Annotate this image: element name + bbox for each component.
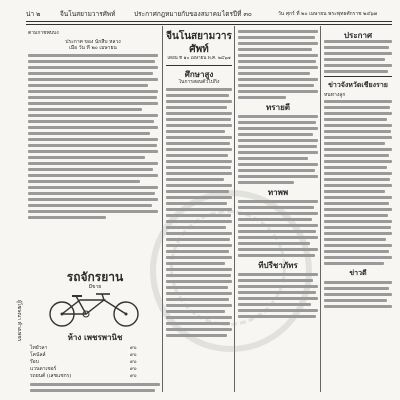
text-line xyxy=(324,202,389,205)
paper-volume: ไตรปีที่ ๓๐ xyxy=(222,10,252,18)
text-line xyxy=(166,274,231,277)
text-line xyxy=(238,212,318,215)
text-line xyxy=(238,36,315,39)
text-line xyxy=(166,106,227,109)
section-heading: ข่าวจังหวัดเชียงราย xyxy=(328,80,388,89)
text-line xyxy=(166,232,232,235)
notice-line-1: ประกาศ ของ นักสืบ หลวง xyxy=(65,39,121,45)
text-line xyxy=(324,214,388,217)
text-line xyxy=(324,287,389,290)
text-line xyxy=(324,130,391,133)
text-line xyxy=(324,281,392,284)
text-line xyxy=(166,298,229,301)
text-line xyxy=(238,157,308,160)
text-line xyxy=(238,169,315,172)
text-line xyxy=(166,142,230,145)
text-line xyxy=(238,200,318,203)
text-line xyxy=(238,230,316,233)
text-line xyxy=(238,242,310,245)
section-subtitle: ในการสอบตัวไปกิ้ง xyxy=(178,79,220,85)
ad-item: แวนดาเชอร์ ๙๐ xyxy=(30,366,137,372)
text-line xyxy=(324,106,390,109)
text-line xyxy=(28,162,158,165)
text-line xyxy=(238,248,318,251)
text-line xyxy=(324,208,392,211)
ad-title: รถจักรยาน xyxy=(66,270,124,284)
text-line xyxy=(166,172,232,175)
page-number: น่า ๒ xyxy=(26,10,41,18)
text-line xyxy=(166,154,228,157)
text-line xyxy=(324,190,385,193)
right-column xyxy=(324,30,392,392)
text-line xyxy=(166,148,232,151)
text-line xyxy=(28,108,142,111)
text-line xyxy=(324,64,392,67)
paper-name: จีนโนสยามวารศัพท์ xyxy=(60,10,116,18)
text-line xyxy=(238,145,317,148)
text-line xyxy=(28,180,140,183)
center-right-column xyxy=(238,30,318,392)
text-line xyxy=(238,121,316,124)
text-line xyxy=(324,226,391,229)
text-line xyxy=(238,96,286,99)
masthead-date: เดือน ที่ ๑๐ เมษายน พ.ศ. ๒๔๖๗ xyxy=(167,56,231,61)
center-heading-3: ทีปรีชาภัทร xyxy=(258,260,298,270)
text-line xyxy=(166,250,229,253)
text-line xyxy=(238,60,316,63)
text-line xyxy=(238,303,311,306)
text-line xyxy=(238,291,316,294)
text-line xyxy=(28,210,158,213)
text-line xyxy=(324,40,392,43)
text-line xyxy=(324,58,385,61)
notice-title: ประกาศ xyxy=(343,30,373,40)
foot-heading: ข่าวตี xyxy=(349,268,367,277)
text-line xyxy=(324,293,392,296)
text-line xyxy=(28,72,153,75)
text-line xyxy=(238,297,318,300)
text-line xyxy=(324,262,384,265)
text-line xyxy=(238,279,313,282)
text-line xyxy=(238,285,318,288)
text-line xyxy=(166,334,227,337)
text-line xyxy=(166,268,232,271)
text-line xyxy=(324,196,392,199)
text-line xyxy=(166,226,226,229)
text-line xyxy=(324,70,388,73)
text-line xyxy=(324,154,389,157)
text-line xyxy=(324,178,390,181)
text-line xyxy=(324,299,387,302)
column-divider-1 xyxy=(162,26,163,392)
text-line xyxy=(28,102,158,105)
text-line xyxy=(28,60,155,63)
text-line xyxy=(28,192,155,195)
issue-date: วัน ศุกร์ ที่ ๒๐ เมษายน พระพุทธศักราช ๒๔๖๗ xyxy=(278,11,378,17)
text-line xyxy=(28,216,106,219)
text-line xyxy=(238,181,294,184)
text-line xyxy=(238,139,318,142)
text-line xyxy=(238,42,318,45)
text-line xyxy=(166,112,232,115)
text-line xyxy=(166,208,232,211)
text-line xyxy=(166,124,232,127)
text-line xyxy=(324,256,392,259)
text-line xyxy=(166,160,232,163)
text-line xyxy=(324,232,392,235)
left-top-label: ตามกาชพบบง xyxy=(28,30,59,36)
text-line xyxy=(166,292,232,295)
side-note: ผู้โฆษณา ห้างเพชร xyxy=(16,300,22,342)
text-line xyxy=(166,262,225,265)
text-line xyxy=(238,315,316,318)
text-line xyxy=(324,238,386,241)
text-line xyxy=(324,124,392,127)
text-line xyxy=(238,54,318,57)
text-line xyxy=(324,172,392,175)
text-line xyxy=(324,142,385,145)
text-line xyxy=(238,224,318,227)
masthead-rule xyxy=(166,65,232,66)
text-line xyxy=(166,88,232,91)
text-line xyxy=(238,84,314,87)
text-line xyxy=(324,100,392,103)
text-line xyxy=(166,238,230,241)
text-line xyxy=(166,178,224,181)
text-line xyxy=(166,304,232,307)
text-line xyxy=(238,66,318,69)
text-line xyxy=(166,220,232,223)
text-line xyxy=(28,114,158,117)
text-line xyxy=(166,328,232,331)
text-line xyxy=(238,254,315,257)
text-line xyxy=(324,148,392,151)
text-line xyxy=(166,256,232,259)
text-line xyxy=(238,175,318,178)
text-line xyxy=(28,78,158,81)
bicycle-illustration xyxy=(30,290,160,328)
text-line xyxy=(166,118,231,121)
text-line xyxy=(28,54,158,57)
ad-item: ไทยัวลา ๙๐ xyxy=(30,345,137,351)
text-line xyxy=(28,138,158,141)
text-line xyxy=(166,316,232,319)
ad-item: รถยนต์ (เสชแชกร) ๙๐ xyxy=(30,373,137,379)
text-line xyxy=(28,198,158,201)
text-line xyxy=(238,30,318,33)
text-line xyxy=(324,184,392,187)
text-line xyxy=(238,78,318,81)
notice-line-2: เมื่อ วัน ที่ ๒๐ เมษายน xyxy=(69,45,117,51)
text-line xyxy=(166,202,227,205)
sub-heading: หนทางลูก xyxy=(324,92,346,98)
text-line xyxy=(28,156,145,159)
section-title: ศึกษาสูง xyxy=(184,69,214,79)
ad-shop-name: ห้าง เพชรพานิช xyxy=(67,332,123,342)
text-line xyxy=(238,163,318,166)
text-line xyxy=(324,244,392,247)
text-line xyxy=(166,214,231,217)
text-line xyxy=(166,100,232,103)
left-column xyxy=(28,30,158,266)
text-line xyxy=(30,389,155,392)
text-line xyxy=(324,118,387,121)
bicycle-advertisement xyxy=(30,270,160,394)
ad-item: โคนัลล์ ๙๐ xyxy=(30,352,137,358)
text-line xyxy=(324,46,389,49)
text-line xyxy=(238,236,318,239)
text-line xyxy=(166,286,228,289)
text-line xyxy=(238,151,318,154)
text-line xyxy=(238,273,318,276)
text-line xyxy=(324,250,389,253)
text-line xyxy=(324,136,392,139)
text-line xyxy=(238,218,312,221)
header-rule xyxy=(26,21,392,22)
text-line xyxy=(28,84,148,87)
ad-subtitle: มีขาย xyxy=(88,284,102,290)
paper-tagline: ประกาศกฎหมายกับของสมาคม xyxy=(134,10,222,18)
text-line xyxy=(238,133,313,136)
header-rule-2 xyxy=(26,24,392,25)
text-line xyxy=(166,130,225,133)
text-line xyxy=(238,48,312,51)
text-line xyxy=(324,160,392,163)
ad-item: ร๊อบ ๙๐ xyxy=(30,359,137,365)
text-line xyxy=(166,190,229,193)
text-line xyxy=(166,184,232,187)
middle-column xyxy=(166,30,232,392)
text-line xyxy=(166,244,232,247)
text-line xyxy=(166,310,225,313)
text-line xyxy=(324,166,387,169)
text-line xyxy=(28,96,157,99)
section-rule xyxy=(324,76,392,77)
text-line xyxy=(28,144,157,147)
text-line xyxy=(28,186,158,189)
text-line xyxy=(28,66,158,69)
text-line xyxy=(238,90,318,93)
text-line xyxy=(238,72,310,75)
text-line xyxy=(166,166,231,169)
text-line xyxy=(28,204,152,207)
text-line xyxy=(324,305,392,308)
text-line xyxy=(28,174,158,177)
text-line xyxy=(166,196,232,199)
text-line xyxy=(324,52,392,55)
text-line xyxy=(238,115,318,118)
text-line xyxy=(166,322,230,325)
text-line xyxy=(166,94,229,97)
column-divider-3 xyxy=(320,26,321,392)
text-line xyxy=(238,127,318,130)
text-line xyxy=(238,309,318,312)
text-line xyxy=(166,136,232,139)
center-heading-2: ทาพพ xyxy=(267,187,289,197)
text-line xyxy=(238,206,314,209)
ad-price-list xyxy=(30,345,160,380)
text-line xyxy=(28,120,154,123)
text-line xyxy=(30,383,160,386)
center-heading-1: ทรายตี xyxy=(266,102,290,112)
text-line xyxy=(166,280,232,283)
text-line xyxy=(28,168,153,171)
masthead-title: จีนโนสยามวารศัพท์ xyxy=(166,31,232,55)
text-line xyxy=(28,90,158,93)
text-line xyxy=(28,150,158,153)
text-line xyxy=(28,132,150,135)
text-line xyxy=(324,220,392,223)
page-header xyxy=(26,8,392,20)
text-line xyxy=(28,126,158,129)
text-line xyxy=(324,112,392,115)
